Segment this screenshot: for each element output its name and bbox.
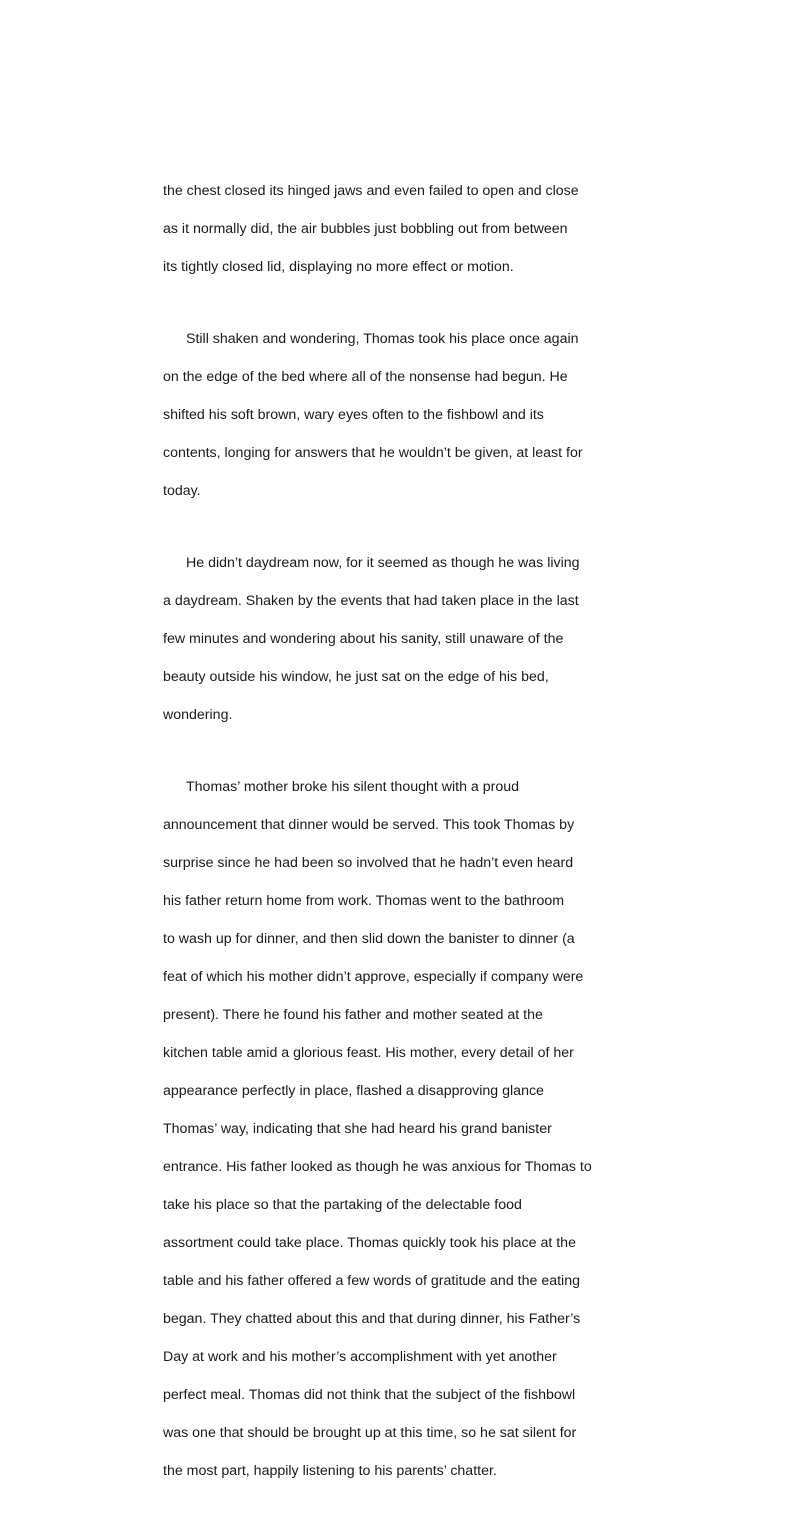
text-line: table and his father offered a few words of gratitude and the eating bbox=[163, 1273, 580, 1289]
text-line: the chest closed its hinged jaws and even failed to open and close bbox=[163, 183, 579, 199]
text-line: on the edge of the bed where all of the nonsense had begun. He bbox=[163, 369, 568, 385]
text-line: contents, longing for answers that he wouldn’t be given, at least for bbox=[163, 445, 583, 461]
text-line: beauty outside his window, he just sat on the edge of his bed, bbox=[163, 669, 549, 685]
text-line: appearance perfectly in place, flashed a disapproving glance bbox=[163, 1083, 544, 1099]
text-line: his father return home from work. Thomas went to the bathroom bbox=[163, 893, 565, 909]
text-line: as it normally did, the air bubbles just bobbling out from between bbox=[163, 221, 568, 237]
text-line: few minutes and wondering about his sanity, still unaware of the bbox=[163, 631, 564, 647]
text-line: take his place so that the partaking of the delectable food bbox=[163, 1197, 522, 1213]
paragraph-4 bbox=[163, 759, 599, 1500]
text-line: today. bbox=[163, 483, 201, 499]
text-line: feat of which his mother didn’t approve, especially if company were bbox=[163, 969, 584, 985]
text-line: Thomas’ mother broke his silent thought with a proud bbox=[186, 779, 520, 795]
body-text bbox=[163, 163, 599, 1515]
text-line: began. They chatted about this and that during dinner, his Father’s bbox=[163, 1311, 581, 1327]
text-line: wondering. bbox=[163, 707, 233, 723]
text-line: shifted his soft brown, wary eyes often to the fishbowl and its bbox=[163, 407, 544, 423]
text-line: announcement that dinner would be served. This took Thomas by bbox=[163, 817, 575, 833]
text-line: kitchen table amid a glorious feast. His mother, every detail of her bbox=[163, 1045, 574, 1061]
text-line: to wash up for dinner, and then slid down the banister to dinner (a bbox=[163, 931, 575, 947]
text-line: a daydream. Shaken by the events that had taken place in the last bbox=[163, 593, 579, 609]
text-line: assortment could take place. Thomas quickly took his place at the bbox=[163, 1235, 576, 1251]
text-line: perfect meal. Thomas did not think that the subject of the fishbowl bbox=[163, 1387, 576, 1403]
text-line: Day at work and his mother’s accomplishment with yet another bbox=[163, 1349, 557, 1365]
text-line: He didn’t daydream now, for it seemed as though he was living bbox=[186, 555, 580, 571]
text-line: surprise since he had been so involved that he hadn’t even heard bbox=[163, 855, 574, 871]
paragraph-2 bbox=[163, 311, 599, 520]
text-line: present). There he found his father and mother seated at the bbox=[163, 1007, 543, 1023]
text-line: Thomas’ way, indicating that she had heard his grand banister bbox=[163, 1121, 552, 1137]
paragraph-1 bbox=[163, 163, 599, 296]
text-line: the most part, happily listening to his parents’ chatter. bbox=[163, 1463, 497, 1479]
text-line: was one that should be brought up at this time, so he sat silent for bbox=[163, 1425, 577, 1441]
paragraph-3 bbox=[163, 535, 599, 744]
text-line: its tightly closed lid, displaying no more effect or motion. bbox=[163, 259, 514, 275]
text-line: Still shaken and wondering, Thomas took his place once again bbox=[186, 331, 579, 347]
text-line: entrance. His father looked as though he was anxious for Thomas to bbox=[163, 1159, 592, 1175]
